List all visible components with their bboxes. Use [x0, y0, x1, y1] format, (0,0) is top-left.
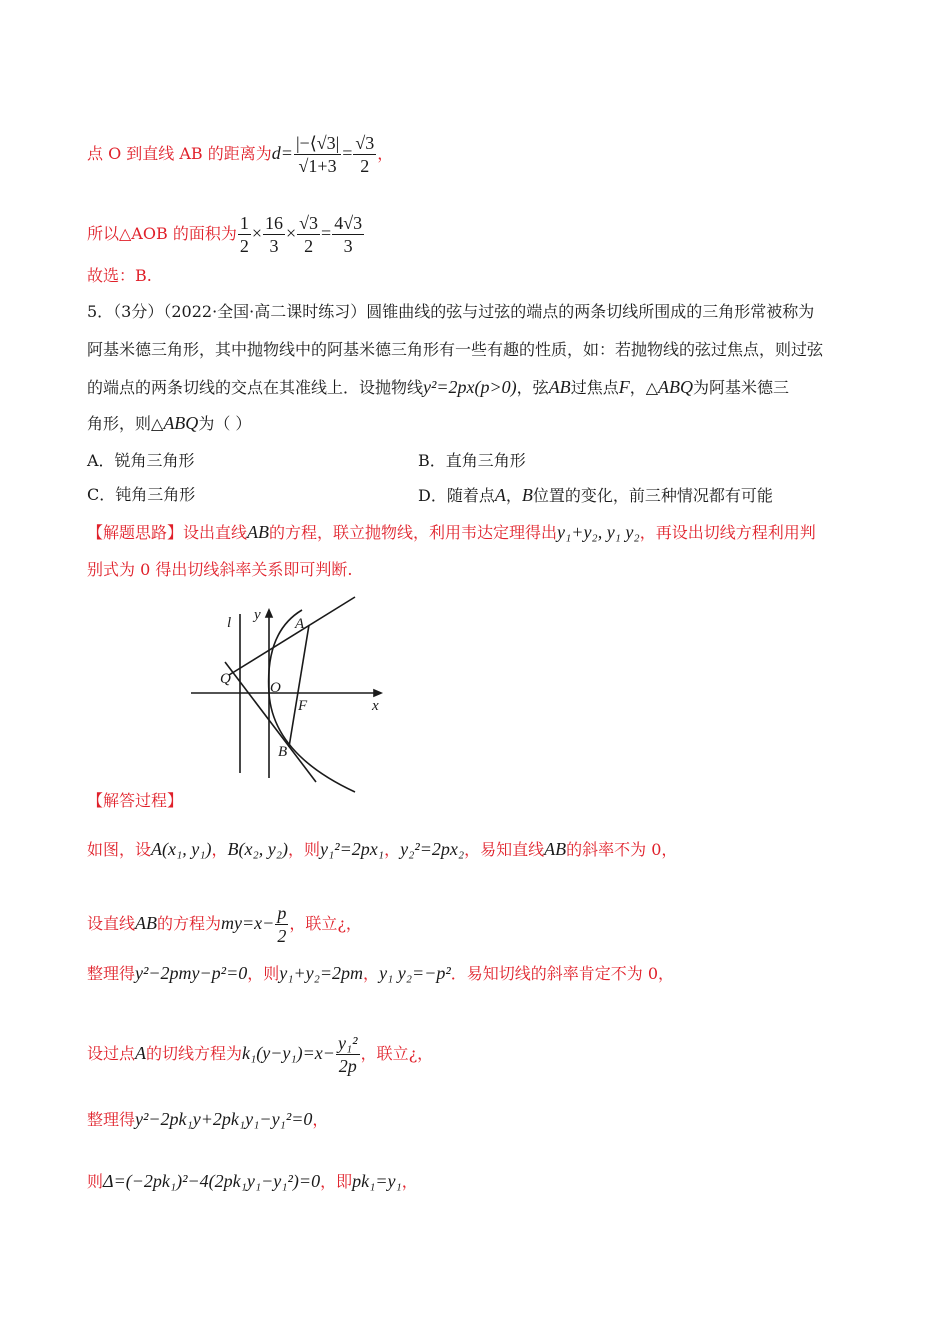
process-line-6	[87, 1170, 418, 1193]
math-symbol: AB	[135, 913, 158, 933]
text-span: 如图，设	[87, 840, 152, 859]
text-span: 的方程为	[157, 914, 222, 933]
line-equation-fraction	[275, 902, 288, 947]
math-symbol: ABQ	[658, 377, 694, 397]
text-span: ，则	[247, 964, 280, 983]
label-y: y	[254, 607, 261, 623]
area-fraction-4	[332, 212, 364, 257]
parabola-curve	[269, 610, 355, 792]
math-expression: pk₁=y₁	[352, 1171, 402, 1191]
text-span: 的方程，联立抛物线，利用韦达定理得出	[269, 523, 558, 542]
text-span: 整理得	[87, 964, 136, 983]
fraction-denominator: 2	[277, 926, 287, 946]
fraction-numerator: y₁²	[337, 1033, 358, 1053]
fraction-numerator: 16	[264, 213, 283, 233]
area-fraction-1	[238, 212, 251, 257]
equals-sign: =	[321, 223, 332, 243]
area-fraction-3	[297, 212, 320, 257]
text-span: 位置的变化，前三种情况都有可能	[532, 486, 773, 505]
equals-sign: =	[342, 143, 353, 163]
times-sign: ×	[251, 223, 262, 243]
question-5-line-4	[87, 412, 251, 435]
option-b: B．直角三角形	[418, 451, 526, 470]
process-line-5	[87, 1108, 328, 1131]
label-o: O	[270, 680, 281, 696]
fraction-numerator: √3	[355, 133, 375, 153]
distance-lhs: d=	[271, 143, 293, 163]
solution-idea-heading: 【解题思路】	[87, 523, 184, 542]
math-expression: y²−2pmy−p²=0	[135, 963, 248, 983]
text-span: ，即	[320, 1172, 353, 1191]
label-a: A	[295, 616, 305, 632]
text-span: 过焦点	[570, 378, 619, 397]
fraction-denominator: 2	[239, 236, 249, 256]
option-c: C．钝角三角形	[87, 485, 196, 504]
text-span: 设出直线	[183, 523, 248, 542]
math-symbol: AB	[544, 839, 567, 859]
math-symbol: F	[618, 377, 630, 397]
question-5-line-3	[87, 376, 789, 399]
text-span: ，	[312, 1110, 329, 1129]
text-span: ，联立¿，	[360, 1044, 434, 1063]
fraction-denominator: 2p	[338, 1056, 357, 1076]
fraction-denominator: 3	[269, 236, 279, 256]
tangent-at-a	[229, 597, 355, 675]
fraction-numerator: 1	[239, 213, 249, 233]
text-span: D．随着点	[418, 486, 495, 505]
fraction-denominator: √1+3	[298, 156, 337, 176]
text-span: ，联立¿，	[289, 914, 362, 933]
discriminant-expression: Δ=(−2pk₁)²−4(2pk₁y₁−y₁²)=0	[103, 1171, 321, 1191]
solution-process-heading: 【解答过程】	[87, 791, 184, 810]
text-span: ，则	[288, 840, 321, 859]
option-d	[418, 484, 773, 507]
math-expression: y₁ y₂=−p²	[379, 963, 451, 983]
distance-label: 点 O 到直线 AB 的距离为	[87, 144, 272, 163]
distance-fraction-1	[294, 132, 341, 177]
solution-idea-line-1	[87, 521, 816, 544]
x-axis-arrow-icon	[374, 690, 381, 696]
text-span: ，再设出切线方程利用判	[639, 523, 816, 542]
fraction-denominator: 2	[360, 156, 370, 176]
text-span: ，△	[629, 378, 659, 397]
text-span: ，	[363, 964, 380, 983]
math-symbol: AB	[548, 377, 571, 397]
process-line-1	[87, 838, 677, 861]
text-span: 整理得	[87, 1110, 136, 1129]
area-line	[87, 212, 365, 257]
fraction-numerator: √3	[299, 213, 319, 233]
process-line-4	[87, 1032, 433, 1077]
distance-fraction-2	[353, 132, 376, 177]
text-span: ，	[384, 840, 401, 859]
math-expression: y₁²=2px₁	[320, 839, 385, 859]
text-span: 的端点的两条切线的交点在其准线上．设抛物线	[87, 378, 424, 397]
math-expression: y²−2pk₁y+2pk₁y₁−y₁²=0	[135, 1109, 313, 1129]
area-label: 所以△AOB 的面积为	[87, 224, 237, 243]
text-span: 为（ ）	[198, 414, 252, 433]
area-fraction-2	[263, 212, 285, 257]
process-line-2	[87, 902, 362, 947]
fraction-numerator: 4√3	[334, 213, 363, 233]
fraction-numerator: p	[277, 903, 287, 923]
label-b: B	[278, 744, 288, 760]
focal-chord-ab	[289, 625, 309, 747]
question-5-line-2: 阿基米德三角形，其中抛物线中的阿基米德三角形有一些有趣的性质，如：若抛物线的弦过焦点，则过弦	[87, 340, 824, 359]
solution-idea-line-2: 别式为 0 得出切线斜率关系即可判断.	[87, 560, 353, 579]
math-symbol: B	[521, 485, 533, 505]
punctuation: ，	[377, 144, 394, 163]
parabola-equation: y²=2px(p>0)	[423, 377, 517, 397]
fraction-denominator: 2	[304, 236, 314, 256]
math-expression: A(x₁, y₁)	[151, 839, 212, 859]
tangent-equation-fraction	[336, 1032, 360, 1077]
label-q: Q	[220, 671, 231, 687]
math-expression: B(x₂, y₂)	[227, 839, 288, 859]
label-f: F	[298, 698, 308, 714]
text-span: 角形，则△	[87, 414, 164, 433]
option-a: A．锐角三角形	[87, 451, 195, 470]
parabola-figure	[185, 592, 390, 797]
math-symbol: AB	[247, 522, 270, 542]
text-span: ，弦	[516, 378, 549, 397]
text-span: ，	[505, 486, 522, 505]
math-symbol: A	[135, 1043, 147, 1063]
y-axis-arrow-icon	[266, 610, 272, 617]
fraction-numerator: |−⟨√3|	[295, 133, 340, 153]
math-expression: my=x−	[221, 913, 275, 933]
text-span: 设过点	[87, 1044, 136, 1063]
math-symbol: ABQ	[163, 413, 199, 433]
text-span: ．易知切线的斜率肯定不为 0，	[450, 964, 675, 983]
text-span: ，	[401, 1172, 418, 1191]
text-span: 设直线	[87, 914, 136, 933]
text-span: 则	[87, 1172, 104, 1191]
math-symbol: A	[494, 485, 506, 505]
answer-choice-line: 故选：B.	[87, 266, 152, 285]
label-x: x	[372, 698, 379, 714]
question-5-line-1: 5．（3分）（2022·全国·高二课时练习）圆锥曲线的弦与过弦的端点的两条切线所围成的三角形常被称为	[87, 302, 815, 321]
math-expression: y₁+y₂, y₁ y₂	[557, 522, 640, 542]
text-span: 的斜率不为 0，	[566, 840, 678, 859]
fraction-denominator: 3	[343, 236, 353, 256]
process-line-3	[87, 962, 674, 985]
math-expression: y₁+y₂=2pm	[279, 963, 364, 983]
text-span: ，	[211, 840, 228, 859]
math-expression: k₁(y−y₁)=x−	[242, 1043, 335, 1063]
label-l: l	[227, 615, 232, 631]
text-span: 为阿基米德三	[693, 378, 790, 397]
distance-line	[87, 132, 393, 177]
times-sign: ×	[285, 223, 297, 243]
text-span: 的切线方程为	[146, 1044, 243, 1063]
math-expression: y₂²=2px₂	[400, 839, 465, 859]
text-span: ，易知直线	[464, 840, 545, 859]
